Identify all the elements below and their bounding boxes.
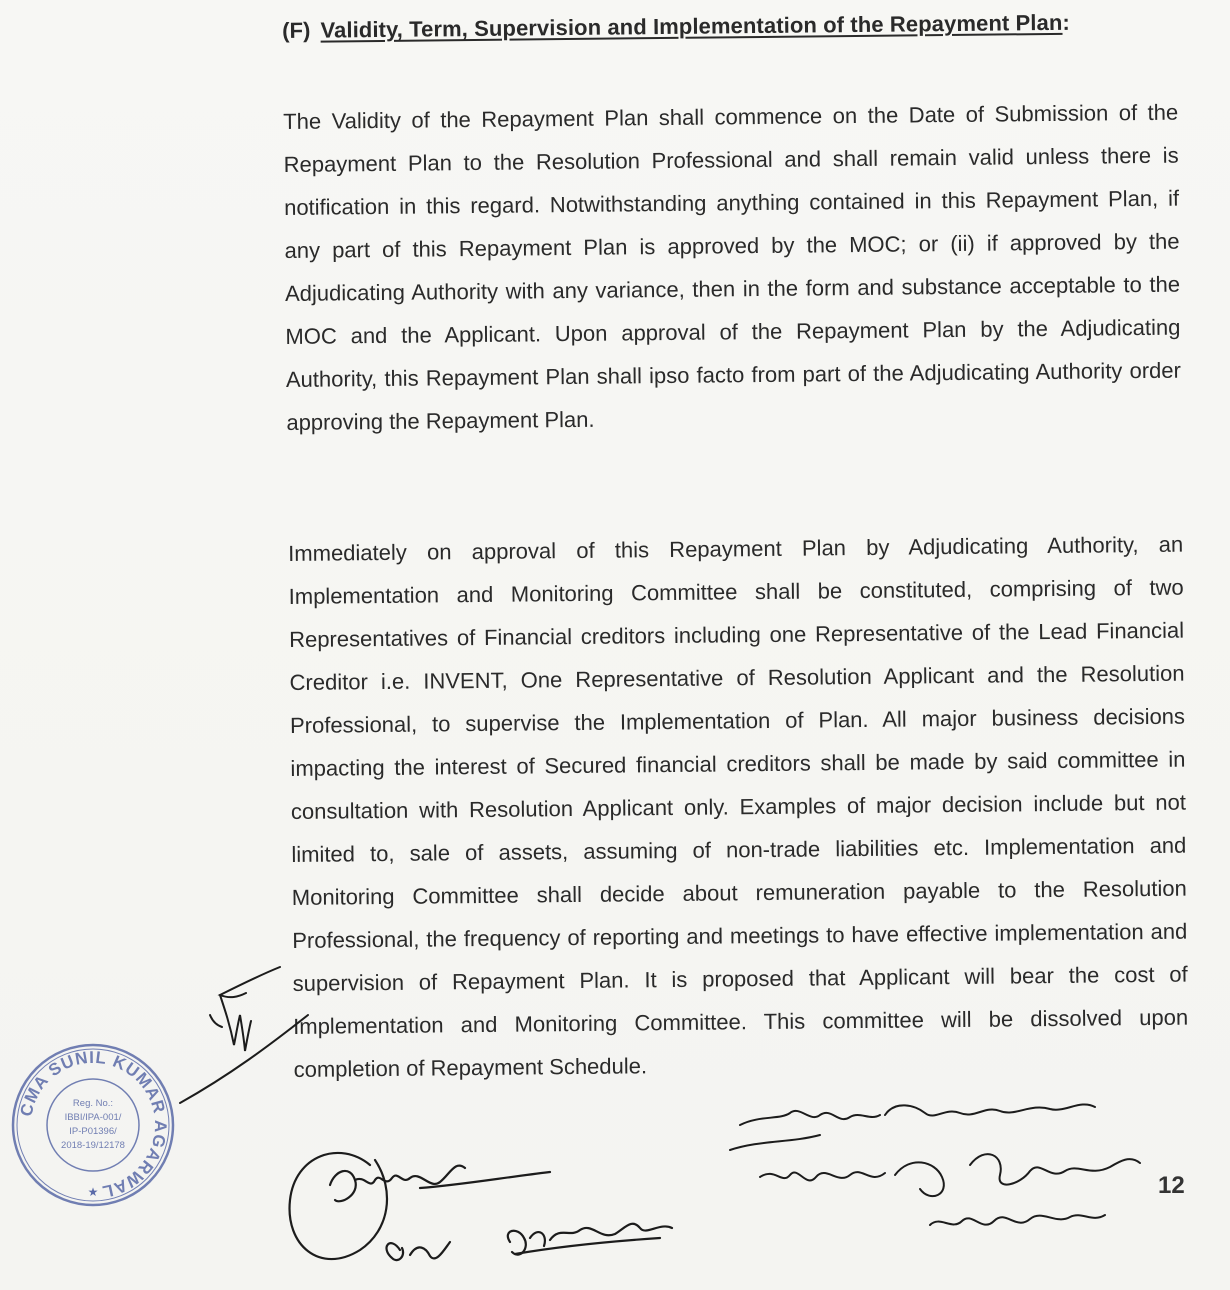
stamp-line-2: IBBI/IPA-001/ xyxy=(64,1112,122,1123)
stamp-star: ★ xyxy=(87,1185,99,1199)
signature-bottom-left xyxy=(280,1130,700,1290)
stamp-line-1: Reg. No.: xyxy=(72,1098,114,1109)
paragraph-implementation-committee: Immediately on approval of this Repayment Plan by Adjudicating Authority, an Implementation and Monitoring Committee shall be constituted, comprising of two Representatives of Financial creditors including one Representative of the Lead Financial Creditor i.e. INVENT, One Representative of Resolution Applicant and the Resolution Professional, to supervise the Implementation of Plan. All major business decisions impacting the interest of Secured financial creditors shall be made by said committee in consultation with Resolution Applicant only. Examples of major decision include but not limited to, sale of assets, assuming of non-trade liabilities etc. Implementation and Monitoring Committee shall decide about remuneration payable to the Resolution Professional, the frequency of reporting and meetings to have effective implementation and supervision of Repayment Plan. It is proposed that Applicant will bear the cost of Implementation and Monitoring Committee. This committee will be dissolved upon completion of Repayment Schedule. xyxy=(288,531,1189,1082)
stamp-line-3: IP-P01396/ xyxy=(69,1126,117,1137)
signature-bottom-right xyxy=(720,1085,1150,1275)
paragraph-validity: The Validity of the Repayment Plan shall commence on the Date of Submission of the Repayment Plan to the Resolution Professional and shall remain valid unless there is notification in this regard. Notwithstanding anything contained in this Repayment Plan, if any part of this Repayment Plan is approved by the MOC; or (ii) if approved by the Adjudicating Authority with any variance, then in the form and substance acceptable to the MOC and the Applicant. Upon approval of the Repayment Plan by the Adjudicating Authority, this Repayment Plan shall ipso facto from part of the Adjudicating Authority order approving the Repayment Plan. xyxy=(283,99,1182,435)
signature-left-scribble xyxy=(150,955,310,1105)
stamp-line-4: 2018-19/12178 xyxy=(61,1140,125,1151)
section-title-colon: : xyxy=(1062,9,1070,35)
page-number: 12 xyxy=(1158,1172,1185,1199)
section-label: (F) xyxy=(282,17,311,43)
section-title: Validity, Term, Supervision and Implementation of the Repayment Plan xyxy=(320,9,1063,43)
section-heading xyxy=(282,9,1182,44)
stamp-ring-text: CMA SUNIL KUMAR AGARWAL xyxy=(16,1047,171,1202)
